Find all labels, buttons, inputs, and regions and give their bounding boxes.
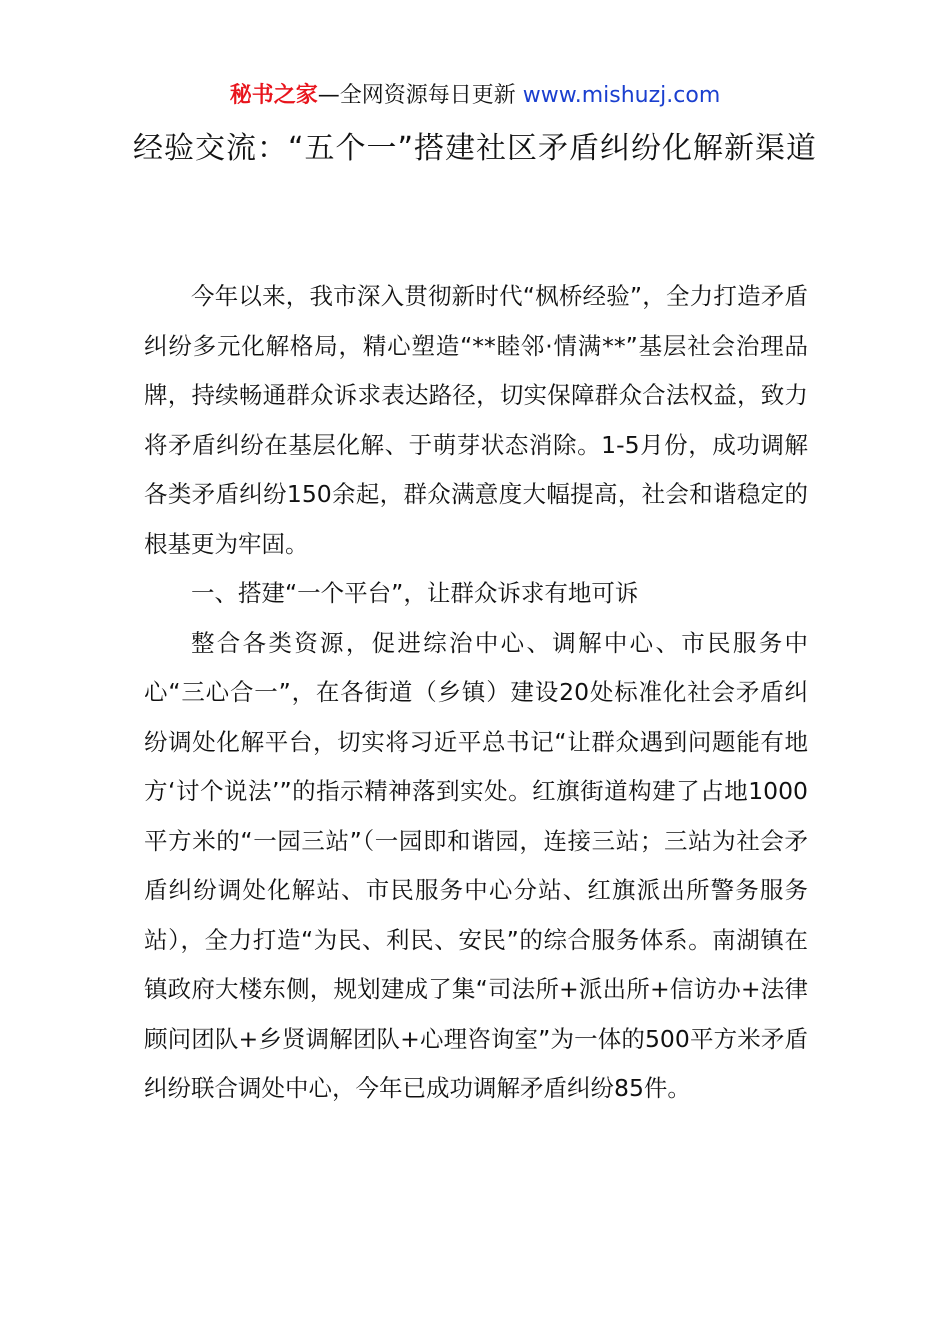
document-body bbox=[144, 272, 808, 1114]
document-title: 经验交流：“五个一”搭建社区矛盾纠纷化解新渠道 bbox=[132, 131, 818, 166]
section-1-paragraph: 整合各类资源，促进综治中心、调解中心、市民服务中心“三心合一”，在各街道（乡镇）建设20处标准化社会矛盾纠纷调处化解平台，切实将习近平总书记“让群众遇到问题能有地方‘讨个说法’”的指示精神落到实处。红旗街道构建了占地1000平方米的“一园三站”（一园即和谐园，连接三站；三站为社会矛盾纠纷调处化解站、市民服务中心分站、红旗派出所警务服务站），全力打造“为民、利民、安民”的综合服务体系。南湖镇在镇政府大楼东侧，规划建成了集“司法所+派出所+信访办+法律顾问团队+乡贤调解团队+心理咨询室”为一体的500平方米矛盾纠纷联合调处中心，今年已成功调解矛盾纠纷85件。 bbox=[144, 628, 808, 1102]
section-1-heading: 一、搭建“一个平台”，让群众诉求有地可诉 bbox=[191, 579, 639, 607]
intro-paragraph: 今年以来，我市深入贯彻新时代“枫桥经验”，全力打造矛盾纠纷多元化解格局，精心塑造“**睦邻·情满**”基层社会治理品牌，持续畅通群众诉求表达路径，切实保障群众合法权益，致力将矛盾纠纷在基层化解、于萌芽状态消除。1-5月份，成功调解各类矛盾纠纷150余起，群众满意度大幅提高，社会和谐稳定的根基更为牢固。 bbox=[144, 282, 808, 558]
site-brand: 秘书之家 bbox=[229, 83, 318, 108]
site-tagline: —全网资源每日更新 bbox=[317, 83, 523, 108]
site-url-link[interactable]: www.mishuzj.com bbox=[522, 83, 721, 108]
site-header bbox=[0, 80, 950, 112]
